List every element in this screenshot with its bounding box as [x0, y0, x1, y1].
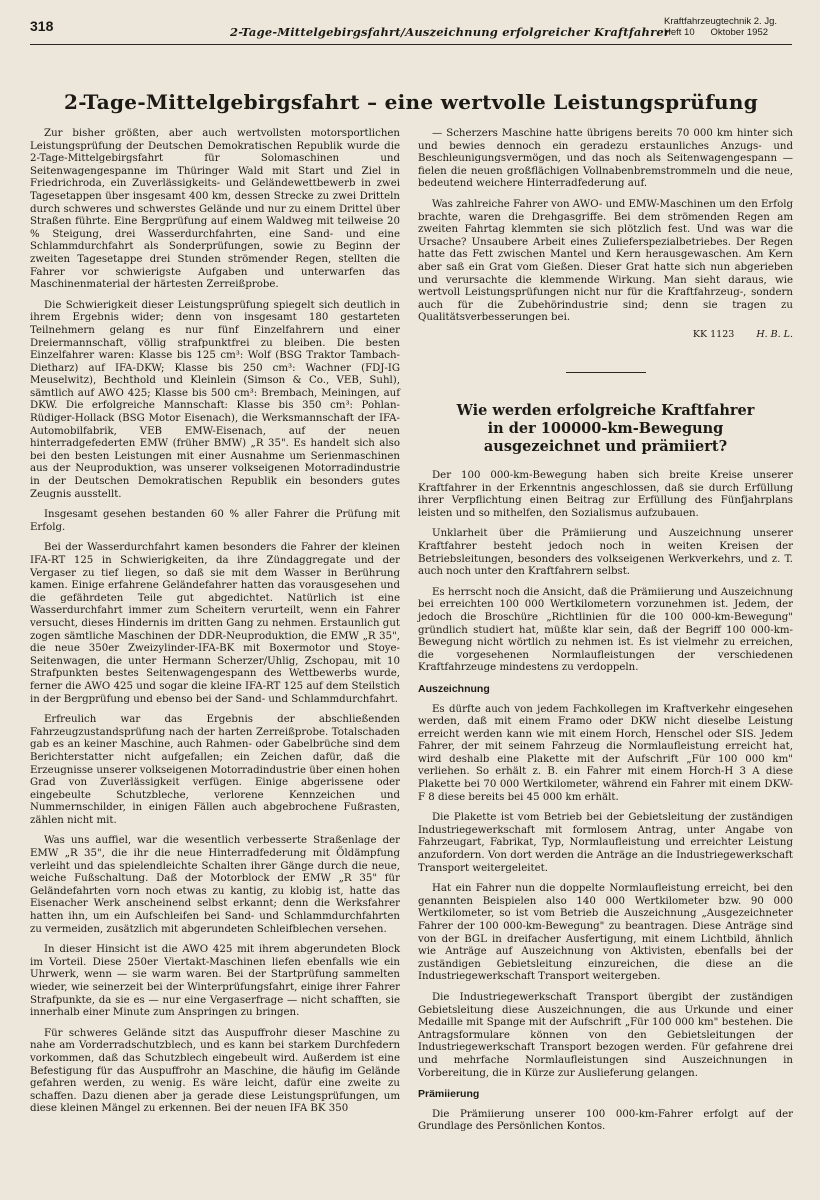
title-line: ausgezeichnet und prämiiert?: [483, 438, 728, 455]
signature-author: H. B. L.: [756, 328, 793, 340]
paragraph: Zur bisher größten, aber auch wertvollsten motorsportlichen Leistungsprüfung der Deutschen Demokratischen Republik wurde die 2-Tage-Mittelgebirgsfahrt für Solomaschinen und Seitenwagengespanne im Thüringer Wald mit Start und Ziel in Friedrichroda, ein Zuverlässigkeits- und Geländewettbewerb in zwei Tagesetappen über insgesamt 400 km, dessen Strecke zu zwei Dritteln durch schweres und schwerstes Gelände und nur zu einem Drittel über Straßen führte. Eine Bergprüfung auf einem Waldweg mit teilweise 20 % Steigung, drei Wasserdurchfahrten, eine Sand- und eine Schlammdurchfahrt als Sonderprüfungen, sowie zu Beginn der zweiten Tagesetappe drei Stunden strömender Regen, stellten die Fahrer vor schwierigste Aufgaben und unterwarfen das Maschinenmaterial der härtesten Zerreißprobe.: [30, 128, 400, 291]
article2-title: [418, 402, 793, 456]
title-line: Wie werden erfolgreiche Kraftfahrer: [456, 402, 755, 419]
paragraph: Der 100 000-km-Bewegung haben sich breite Kreise unserer Kraftfahrer in der Erkenntnis angeschlossen, daß sie durch Erfüllung ihrer Verpflichtung einen Beitrag zur Erfüllung des Fünfjahrplans leisten und so mithelfen, den Sozialismus aufzubauen.: [418, 470, 793, 519]
paragraph: Was uns auffiel, war die wesentlich verbesserte Straßenlage der EMW „R 35", die ihr die neue Hinterradfederung mit Öldämpfung verleiht und das spielendleichte Schalten ihrer Gänge durch die neue, weiche Fußschaltung. Daß der Motorblock der EMW „R 35" für Geländefahrten vorn noch etwas zu kantig, zu klobig ist, hatte das Eisenacher Werk anscheinend selbst erkannt; denn die Werksfahrer hatten ihn, um ein Aufschleifen bei Sand- und Schlammdurchfahrten zu vermeiden, zusätzlich mit abgerundeten Schleifblechen versehen.: [30, 835, 400, 935]
section-divider: [566, 372, 646, 373]
article-title: 2-Tage-Mittelgebirgsfahrt – eine wertvolle Leistungsprüfung: [63, 90, 758, 114]
paragraph: Die Industriegewerkschaft Transport übergibt der zuständigen Gebietsleitung diese Auszeichnungen, die aus Urkunde und einer Medaille mit Spange mit der Aufschrift „Für 100 000 km" bestehen. Die Antragsformulare können von den Gebietsleitungen der Industriegewerkschaft Transport bezogen werden. Für gefahrene drei und mehrfache Normlaufleistungen sind Auszeichnungen in Vorbereitung, die in Kürze zur Auslieferung gelangen.: [418, 991, 793, 1079]
running-title: 2-Tage-Mittelgebirgsfahrt/Auszeichnung erfolgreicher Kraftfahrer: [230, 25, 671, 39]
paragraph: Für schweres Gelände sitzt das Auspuffrohr dieser Maschine zu nahe am Vorderradschutzblech, und es kann bei starkem Durchfedern vorkommen, daß das Schutzblech eingebeult wird. Außerdem ist eine Befestigung für das Auspuffrohr an Maschine, die häufig im Gelände gefahren werden, zu wenig. Es wäre leicht, dafür eine zweite zu schaffen. Dazu dienen aber ja gerade diese Leistungsprüfungen, um diese kleinen Mängel zu erkennen. Bei der neuen IFA BK 350: [30, 1027, 400, 1115]
paragraph: Erfreulich war das Ergebnis der abschließenden Fahrzeugzustandsprüfung nach der harten Zerreißprobe. Totalschaden gab es an keiner Maschine, auch Rahmen- oder Gabelbrüche sind dem Berichterstatter nicht aufgefallen; ein Zeichen dafür, daß die Erzeugnisse unserer volkseigenen Motorradindustrie über einen hohen Grad von Zuverlässigkeit verfügen. Einige abgerissene oder eingebeulte Schutzbleche, verlorene Kennzeichen und Nummernschilder, in einigen Fällen auch abgebrochene Fußrasten, zählen nicht mit.: [30, 714, 400, 826]
article1-body: [30, 128, 400, 1124]
section-heading: Prämiierung: [418, 1088, 480, 1101]
article1-continuation: [418, 128, 793, 342]
article2-body: [418, 470, 793, 1142]
paragraph: Was zahlreiche Fahrer von AWO- und EMW-Maschinen um den Erfolg brachte, waren die Drehgasgriffe. Bei dem strömenden Regen am zweiten Fahrtag klemmten sie sich plötzlich fest. Und was war die Ursache? Unsaubere Arbeit eines Zulieferspezialbetriebes. Der Regen hatte das Fett zwischen Mantel und Kern herausgewaschen. Am Kern aber saß ein Grat vom Gießen. Dieser Grat hatte sich nun abgerieben und verursachte die klemmende Wirkung. Man sieht daraus, wie wertvoll Leistungsprüfungen nicht nur für die Kraftfahrzeug-, sondern auch für die Zubehörindustrie sind; denn sie tragen zu Qualitätsverbesserungen bei.: [418, 198, 793, 324]
journal-issue: Heft 10 Oktober 1952: [664, 27, 769, 38]
paragraph: In dieser Hinsicht ist die AWO 425 mit ihrem abgerundeten Block im Vorteil. Diese 250er Viertakt-Maschinen liefen ebenfalls wie ein Uhrwerk, wenn — sie warm waren. Bei der Startprüfung sammelten wieder, wie seinerzeit bei der Winterprüfungsfahrt, einige ihrer Fahrer Strafpunkte, da sie es — nur eine Vergaserfrage — nicht schafften, sie innerhalb einer Minute zum Anspringen zu bringen.: [30, 944, 400, 1019]
paragraph: Es herrscht noch die Ansicht, daß die Prämiierung und Auszeichnung bei erreichten 100 000 Wertkilometern vorzunehmen ist. Jedem, der jedoch die Broschüre „Richtlinien für die 100 000-km-Bewegung" gründlich studiert hat, müßte klar sein, daß der Begriff 100 000-km-Bewegung nicht wörtlich zu nehmen ist. Es ist vielmehr zu erreichen, die vorgesehenen Normlaufleistungen der verschiedenen Kraftfahrzeuge mindestens zu verdoppeln.: [418, 586, 793, 674]
paragraph: Die Schwierigkeit dieser Leistungsprüfung spiegelt sich deutlich in ihrem Ergebnis wider; denn von insgesamt 180 gestarteten Teilnehmern gelang es nur fünf Einzelfahrern und einer Dreiermannschaft, völlig strafpunktfrei zu bleiben. Die besten Einzelfahrer waren: Klasse bis 125 cm³: Wolf (BSG Traktor Tambach-Dietharz) auf IFA-DKW; Klasse bis 250 cm³: Wachner (FDJ-IG Meuselwitz), Bechthold und Kleinlein (Simson & Co., VEB, Suhl), sämtlich auf AWO 425; Klasse bis 500 cm³: Brembach, Meiningen, auf DKW. Die erfolgreiche Mannschaft: Klasse bis 350 cm³: Pohlan-Rüdiger-Hollack (BSG Motor Eisenach), die Werksmannschaft der IFA-Automobilfabrik, VEB EMW-Eisenach, auf der neuen hinterradgefederten EMW (früher BMW) „R 35". Es handelt sich also bei den besten Leistungen mit einer Ausnahme um Serienmaschinen aus der Neuproduktion, was unserer volkseigenen Motorradindustrie in der Deutschen Demokratischen Republik ein besonders gutes Zeugnis ausstellt.: [30, 299, 400, 500]
journal-info: [664, 16, 792, 38]
paragraph: Die Prämiierung unserer 100 000-km-Fahrer erfolgt auf der Grundlage des Persönlichen Kontos.: [418, 1108, 793, 1133]
page-number: 318: [30, 18, 54, 34]
paragraph: Bei der Wasserdurchfahrt kamen besonders die Fahrer der kleinen IFA-RT 125 in Schwierigkeiten, da ihre Zündaggregate und der Vergaser zu tief liegen, so daß sie mit dem Wasser in Berührung kamen. Einige erfahrene Geländefahrer hatten das vorausgesehen und die gefährdeten Teile gut abgedichtet. Natürlich ist eine Wasserdurchfahrt immer zum Scheitern verurteilt, wenn ein Fahrer versucht, dieses Hindernis im dritten Gang zu nehmen. Erstaunlich gut zogen sämtliche Maschinen der DDR-Neuproduktion, die EMW „R 35", die neue 350er Zweizylinder-IFA-BK mit Boxermotor und Stoye-Seitenwagen, die unter Hermann Scherzer/Uhlig, Zschopau, mit 10 Strafpunkten bestes Seitenwagengespann des Wettbewerbs wurde, ferner die AWO 425 und sogar die kleine IFA-RT 125 auf dem Steilstich in der Bergprüfung und ebenso bei der Sand- und Schlammdurchfahrt.: [30, 542, 400, 705]
title-line: in der 100000-km-Bewegung: [487, 420, 724, 437]
signature-code: KK 1123: [692, 328, 735, 340]
paragraph: — Scherzers Maschine hatte übrigens bereits 70 000 km hinter sich und bewies dennoch ein geradezu erstaunliches Anzugs- und Beschleunigungsvermögen, und das noch als Seitenwagengespann — fielen die neuen großflächigen Vollnabenbremstrommeln und die neue, bedeutend weichere Hinterradfederung auf.: [418, 128, 793, 190]
paragraph: Unklarheit über die Prämiierung und Auszeichnung unserer Kraftfahrer besteht jedoch noch in weiten Kreisen der Betriebsleitungen, besonders des volkseigenen Werkverkehrs, und z. T. auch noch unter den Kraftfahrern selbst.: [418, 528, 793, 578]
page-header: [30, 14, 792, 45]
article-signature: [418, 329, 793, 342]
paragraph: Die Plakette ist vom Betrieb bei der Gebietsleitung der zuständigen Industriegewerkschaft mit formlosem Antrag, unter Angabe von Fahrzeugart, Fabrikat, Typ, Normlaufleistung und erreichter Leistung anzufordern. Von dort werden die Anträge an die Industriegewerkschaft Transport weitergeleitet.: [418, 812, 793, 874]
paragraph: Hat ein Fahrer nun die doppelte Normlaufleistung erreicht, bei den genannten Beispielen also 140 000 Wertkilometer bzw. 90 000 Wertkilometer, so ist vom Betrieb die Auszeichnung „Ausgezeichneter Fahrer der 100 000-km-Bewegung" zu beantragen. Diese Anträge sind von der BGL in dreifacher Ausfertigung, mit einem Lichtbild, ähnlich wie Anträge auf Auszeichnung von Aktivisten, ebenfalls bei der zuständigen Gebietsleitung einzureichen, die diese an die Industriegewerkschaft Transport weitergeben.: [418, 883, 793, 983]
section-heading: Auszeichnung: [418, 682, 490, 695]
paragraph: Insgesamt gesehen bestanden 60 % aller Fahrer die Prüfung mit Erfolg.: [30, 509, 400, 533]
journal-volume: Kraftfahrzeugtechnik 2. Jg.: [664, 16, 778, 27]
paragraph: Es dürfte auch von jedem Fachkollegen im Kraftverkehr eingesehen werden, daß mit einem Framo oder DKW nicht dieselbe Leistung erreicht werden kann wie mit einem Horch, Henschel oder SIS. Jedem Fahrer, der mit seinem Fahrzeug die Normlaufleistung erreicht hat, wird deshalb eine Plakette mit der Aufschrift „Für 100 000 km" verliehen. So erhält z. B. ein Fahrer mit einem Horch-H 3 A diese Plakette bei 70 000 Wertkilometer, während ein Fahrer mit einem DKW-F 8 diese bereits bei 45 000 km erhält.: [418, 703, 793, 803]
